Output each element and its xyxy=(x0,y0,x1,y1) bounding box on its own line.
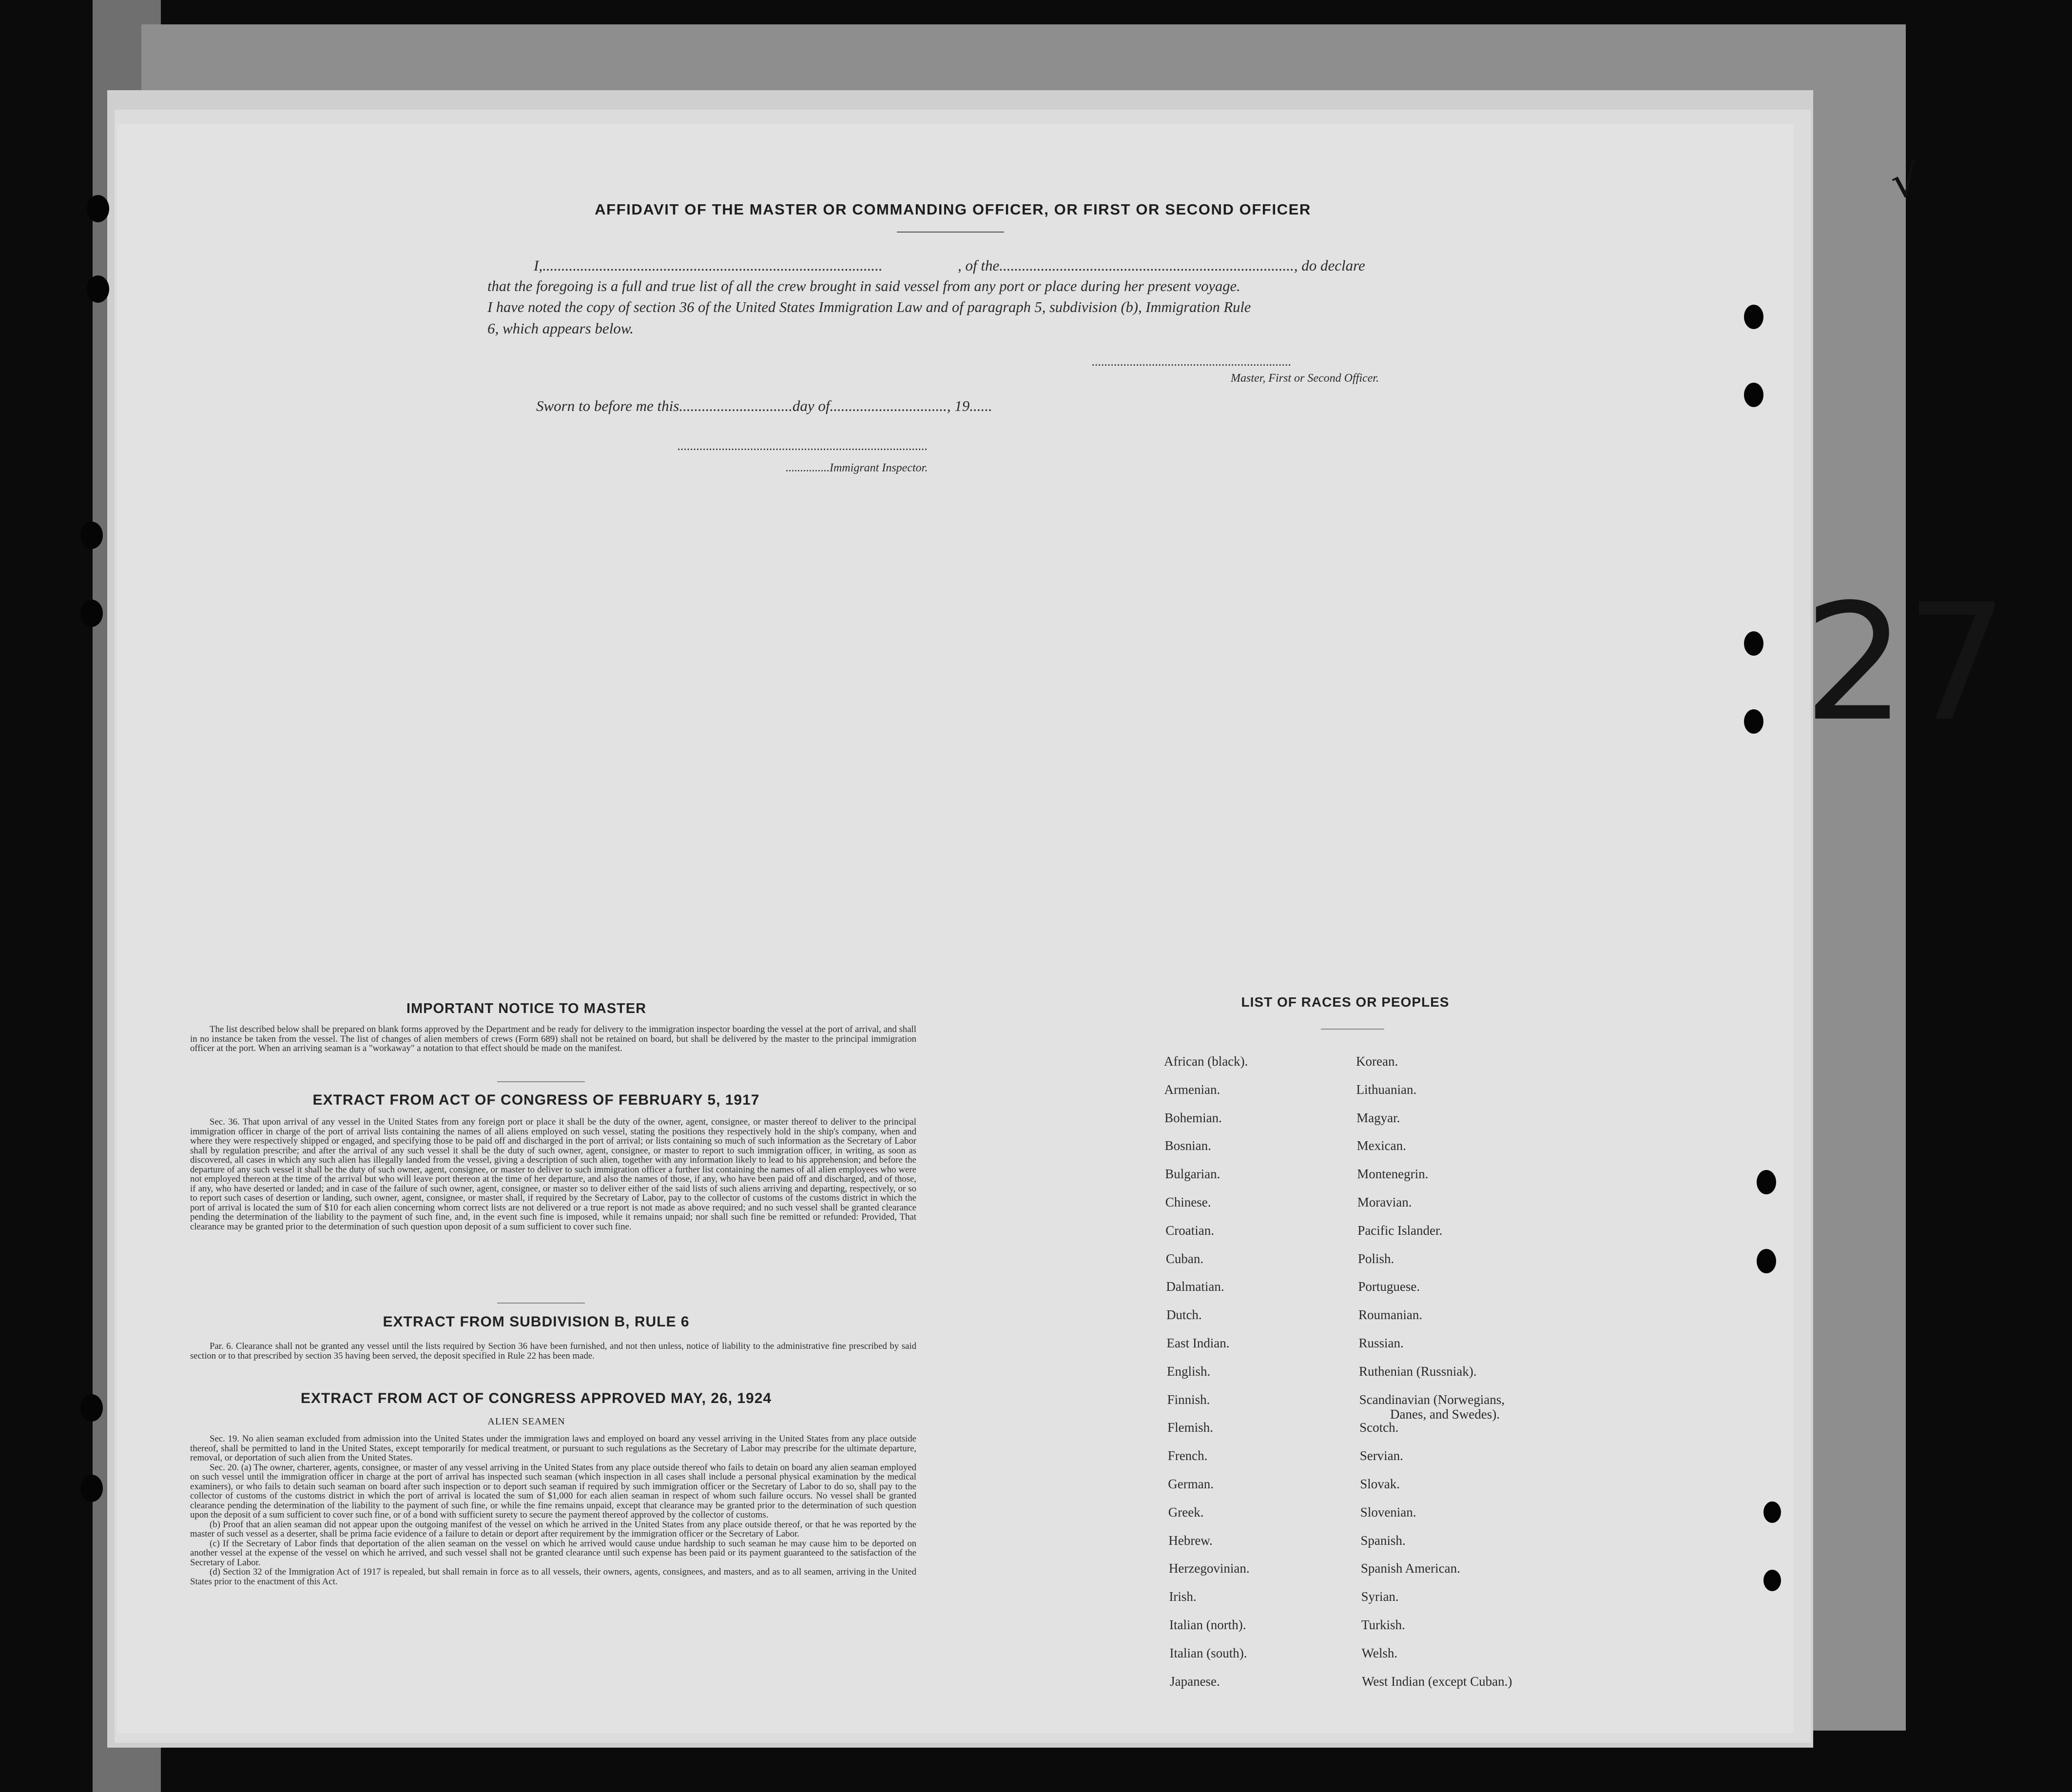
section-20b-paragraph: (b) Proof that an alien seaman did not appear upon the outgoing manifest of the vessel on which he arrived in the United States from any place outside thereof, or that he was reported by the master of such vessel as a deserter, shall be prima facie evidence of a failure to detain or deport after requirement by the immigration officer or the Secretary of Labor. xyxy=(190,1519,916,1539)
binder-hole xyxy=(1763,1570,1781,1591)
section-divider xyxy=(497,1303,585,1304)
handwritten-checkmark: √ xyxy=(1887,154,1923,209)
section-36-paragraph: Sec. 36. That upon arrival of any vessel in the United States from any foreign port or place it shall be the duty of the owner, agent, consignee, or master thereof to deliver to the principal immigration officer in charge of the port of arrival lists containing the names of all aliens employed on such vessel, stating the positions they respectively hold in the ship's company, when and where they were respectively shipped or engaged, and specifying those to be paid off and discharged in the port of arrival; or lists containing so much of such information as the Secretary of Labor shall by regulation prescribe; and after the arrival of any such vessel it shall be the duty of such owner, agent, consignee, or master to report to such immigration officer, in writing, as soon as discovered, all cases in which any such alien has illegally landed from the vessel, giving a description of such alien, together with any information likely to lead to his apprehension; and before the departure of any such vessel it shall be the duty of such owner, agent, consignee, or master to deliver to such immigration officer a further list containing the names of all alien employees who were not employed thereon at the time of the arrival but who will leave port thereon at the time of her departure, and also the names of those, if any, who have been paid off and discharged, and of those, if any, who have deserted or landed; and in case of the failure of such owner, agent, consignee, or master so to deliver either of the said lists of such aliens arriving and departing, respectively, or so to report such cases of desertion or landing, such owner, agent, consignee, or master shall, if required by the Secretary of Labor, pay to the collector of customs of the customs district in which the port of arrival is located the sum of $10 for each alien concerning whom correct lists are not delivered or a true report is not made as above required; and no such vessel shall be granted clearance pending the determination of the liability to the payment of such fine, and, in the event such fine is imposed, while it remains unpaid; nor shall such fine be remitted or refunded: Provided, That clearance may be granted prior to the determination of such question upon deposit of a sum sufficient to cover such fine. xyxy=(190,1117,916,1232)
notice-paragraph: The list described below shall be prepared on blank forms approved by the Department and be ready for delivery to the immigration inspector boarding the vessel at the port of arrival, and shall in no instance be taken from the vessel. The list of changes of alien members of crews (Form 689) shall not be retained on board, but shall be delivered by the master to the principal immigration officer at the port. When an arriving seaman is a "workaway" a notation to that effect should be made on the manifest. xyxy=(190,1024,916,1053)
race-item: Montenegrin. xyxy=(1357,1167,1429,1182)
race-item: Portuguese. xyxy=(1358,1279,1420,1294)
race-item: Greek. xyxy=(1168,1504,1204,1519)
extract-1917-title: EXTRACT FROM ACT OF CONGRESS OF FEBRUARY 5, 1917 xyxy=(312,1092,760,1108)
declarant-name-line: I,.......................................................................................... xyxy=(534,257,883,274)
race-item: Danes, and Swedes). xyxy=(1390,1406,1500,1422)
vessel-name-line: , of the.............................................................................., do declare xyxy=(958,257,1365,274)
race-item: Spanish. xyxy=(1360,1533,1406,1548)
race-item: Slovenian. xyxy=(1360,1504,1416,1519)
race-item: Bohemian. xyxy=(1164,1110,1222,1125)
binder-hole xyxy=(80,600,103,627)
binder-hole xyxy=(80,522,103,549)
race-item: Pacific Islander. xyxy=(1357,1223,1443,1238)
section-19-paragraph: Sec. 19. No alien seaman excluded from admission into the United States under the immigration laws and employed on board any vessel arriving in the United States from any place outside thereof, shall be permitted to land in the United States, except temporarily for medical treatment, or pursuant to such regulations as the Secretary of Labor may prescribe for the ultimate departure, removal, or deportation of such alien from the United States. xyxy=(190,1434,916,1463)
binder-hole xyxy=(1744,383,1763,407)
notice-title: IMPORTANT NOTICE TO MASTER xyxy=(406,1001,647,1016)
race-item: Armenian. xyxy=(1164,1082,1220,1097)
race-item: Irish. xyxy=(1169,1589,1197,1604)
race-item: German. xyxy=(1168,1477,1214,1491)
race-item: Dalmatian. xyxy=(1166,1279,1224,1294)
binder-hole xyxy=(87,195,109,222)
races-title: LIST OF RACES OR PEOPLES xyxy=(1241,994,1450,1010)
race-item: Ruthenian (Russniak). xyxy=(1359,1363,1477,1379)
race-item: Italian (south). xyxy=(1169,1645,1247,1660)
section-20d-paragraph: (d) Section 32 of the Immigration Act of 1917 is repealed, but shall remain in force as to all vessels, their owners, agents, consignees, and masters, and as to all seamen, arriving in the United States prior to the enactment of this Act. xyxy=(190,1567,916,1587)
binder-hole xyxy=(80,1394,103,1422)
race-item: Spanish American. xyxy=(1360,1561,1460,1576)
race-item: Bosnian. xyxy=(1164,1138,1211,1153)
declaration-text: 6, which appears below. xyxy=(487,320,634,337)
extract-rule6-title: EXTRACT FROM SUBDIVISION B, RULE 6 xyxy=(383,1314,690,1330)
paragraph-6: Par. 6. Clearance shall not be granted any vessel until the lists required by Section 36 have been furnished, and not then unless, notice of liability to the administrative fine prescribed by said section or to that prescribed by section 35 having been served, the deposit specified in Rule 22 has been made. xyxy=(190,1341,916,1361)
race-item: Croatian. xyxy=(1165,1223,1215,1238)
binder-hole xyxy=(87,275,109,303)
signature-label: Master, First or Second Officer. xyxy=(1231,372,1379,385)
declaration-text: I have noted the copy of section 36 of the United States Immigration Law and of paragraph 5, subdivision (b), Immigration Rule xyxy=(487,299,1251,315)
extract-1924-title: EXTRACT FROM ACT OF CONGRESS APPROVED MAY, 26, 1924 xyxy=(300,1390,772,1406)
race-item: Cuban. xyxy=(1165,1251,1204,1266)
race-item: Scotch. xyxy=(1359,1420,1399,1435)
race-item: Bulgarian. xyxy=(1165,1167,1220,1182)
section-20c-paragraph: (c) If the Secretary of Labor finds that deportation of the alien seaman on the vessel on which he arrived would cause undue hardship to such seaman he may cause him to be deported on another vessel at the expense of the vessel on which he arrived, and such vessel shall not be granted clearance until such expense has been paid or its payment guaranteed to the satisfaction of the Secretary of Labor. xyxy=(190,1538,916,1568)
extract-1917-text xyxy=(190,1117,916,1231)
race-item: Hebrew. xyxy=(1168,1533,1213,1548)
race-item: Flemish. xyxy=(1167,1420,1213,1435)
inspector-signature-line: ............................................................................... xyxy=(678,439,928,453)
signature-line: ............................................................... xyxy=(1092,354,1292,369)
extract-rule6-text xyxy=(190,1342,916,1361)
race-item: Chinese. xyxy=(1165,1195,1211,1209)
binder-hole xyxy=(1757,1249,1776,1273)
race-item: Slovak. xyxy=(1360,1477,1400,1491)
race-item: Servian. xyxy=(1359,1448,1403,1463)
section-20a-paragraph: Sec. 20. (a) The owner, charterer, agents, consignee, or master of any vessel arriving in the United States from any place outside thereof who fails to detain on board any alien seaman employed on such vessel until the immigration officer in charge at the port of arrival has inspected such seaman (which inspection in all cases shall include a personal physical examination by the medical examiners), or who fails to detain such seaman on board after such inspection or to deport such seaman if required by such immigration officer or the Secretary of Labor to do so, shall pay to the collector of customs of the customs district in which the port of arrival is located the sum of $1,000 for each alien seaman in respect of whom such failure occurs. No vessel shall be granted clearance pending the determination of the liability to the payment of such fine, or while the fine remains unpaid, except that clearance may be granted prior to the determination of such question upon the deposit of a sum sufficient to cover such fine, or of a bond with sufficient surety to secure the payment thereof approved by the collector of customs. xyxy=(190,1462,916,1520)
race-item: Lithuanian. xyxy=(1356,1082,1417,1097)
race-item: English. xyxy=(1167,1363,1211,1379)
race-item: Syrian. xyxy=(1361,1589,1399,1604)
race-item: Magyar. xyxy=(1356,1110,1400,1125)
race-item: Italian (north). xyxy=(1169,1617,1246,1632)
declaration-text: that the foregoing is a full and true list of all the crew brought in said vessel from any port or place during her present voyage. xyxy=(487,278,1240,294)
race-item: Turkish. xyxy=(1361,1617,1405,1632)
race-item: Finnish. xyxy=(1167,1392,1210,1407)
affidavit-title: AFFIDAVIT OF THE MASTER OR COMMANDING OFFICER, OR FIRST OR SECOND OFFICER xyxy=(595,201,1311,218)
race-item: West Indian (except Cuban.) xyxy=(1362,1674,1512,1689)
binder-hole xyxy=(1744,709,1763,734)
race-item: Polish. xyxy=(1357,1251,1394,1266)
notice-text xyxy=(190,1025,916,1053)
binder-hole xyxy=(80,1475,103,1502)
race-item: Russian. xyxy=(1358,1336,1404,1350)
alien-seamen-subtitle: ALIEN SEAMEN xyxy=(487,1416,565,1427)
race-item: French. xyxy=(1167,1448,1208,1463)
binder-hole xyxy=(1763,1501,1781,1523)
race-item: Dutch. xyxy=(1166,1307,1202,1323)
binder-hole xyxy=(1757,1170,1776,1194)
race-item: African (black). xyxy=(1164,1054,1248,1069)
race-item: Mexican. xyxy=(1356,1138,1406,1153)
extract-1924-text xyxy=(190,1434,916,1586)
race-item: Welsh. xyxy=(1361,1645,1398,1660)
race-item: Japanese. xyxy=(1170,1674,1220,1689)
race-item: Roumanian. xyxy=(1358,1307,1423,1323)
race-item: East Indian. xyxy=(1166,1336,1230,1350)
race-item: Korean. xyxy=(1356,1054,1398,1069)
binder-hole xyxy=(1744,631,1763,656)
race-item: Moravian. xyxy=(1357,1195,1412,1209)
section-divider xyxy=(497,1081,585,1082)
title-rule xyxy=(1321,1029,1384,1030)
sworn-line: Sworn to before me this..............................day of..............................., 19...... xyxy=(536,397,992,414)
title-rule xyxy=(897,232,1004,233)
race-item: Scandinavian (Norwegians, xyxy=(1359,1392,1505,1407)
binder-hole xyxy=(1744,305,1763,329)
handwritten-number: 27 xyxy=(1803,569,2008,757)
race-item: Herzegovinian. xyxy=(1168,1561,1250,1576)
inspector-label: ...............Immigrant Inspector. xyxy=(786,462,928,474)
